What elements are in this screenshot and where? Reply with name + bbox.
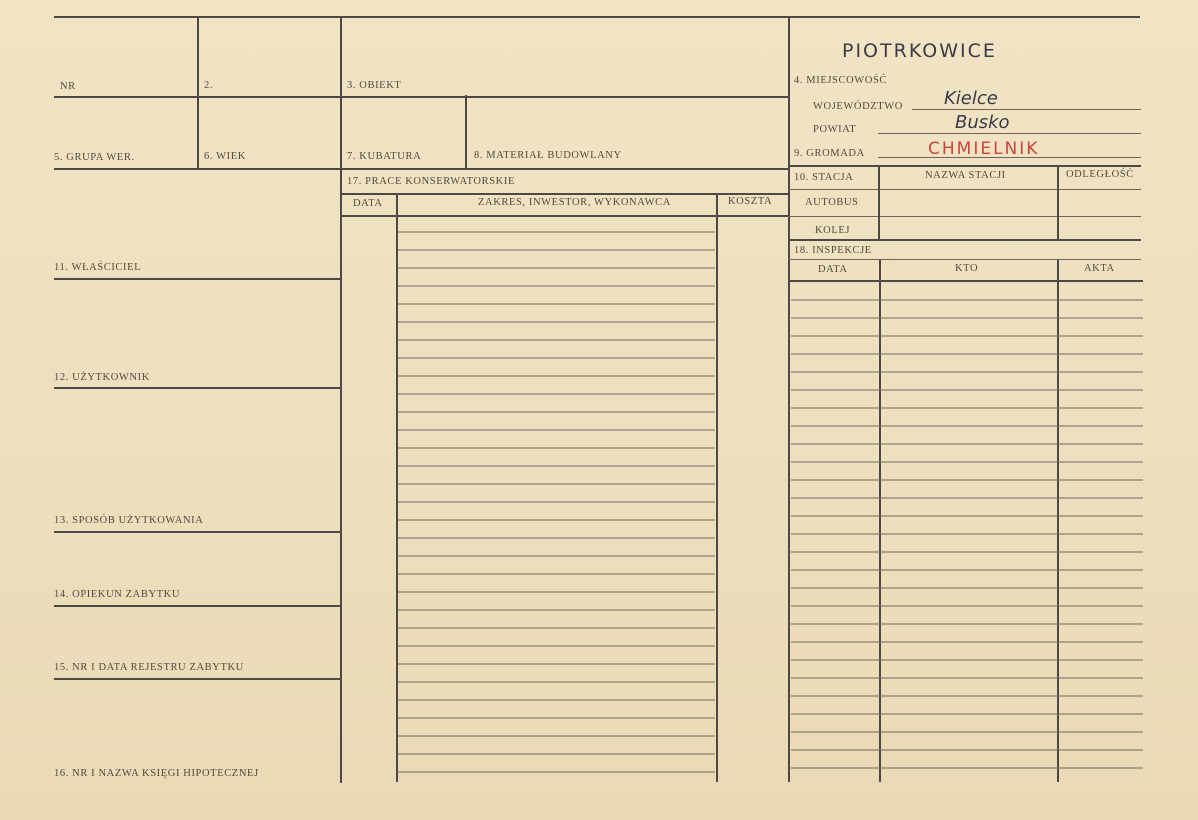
label-uzytkownik: 12. UŻYTKOWNIK <box>54 372 150 383</box>
label-rejestr-zabytku: 15. NR I DATA REJESTRU ZABYTKU <box>54 662 244 673</box>
label-stacja: 10. STACJA <box>794 172 854 183</box>
label-kolej: KOLEJ <box>815 225 851 236</box>
label-inspekcje: 18. INSPEKCJE <box>794 245 872 256</box>
label-nr: NR <box>60 81 76 92</box>
label-odleglosc: ODLEGŁOŚĆ <box>1066 169 1134 180</box>
label-kto: KTO <box>955 263 979 274</box>
label-wlasciciel: 11. WŁAŚCICIEL <box>54 262 142 273</box>
label-akta: AKTA <box>1084 263 1115 274</box>
label-prace-konserwatorskie: 17. PRACE KONSERWATORSKIE <box>347 176 515 187</box>
label-grupa-wer: 5. GRUPA WER. <box>54 152 135 163</box>
label-wojewodztwo: WOJEWÓDZTWO <box>813 101 903 112</box>
label-zakres: ZAKRES, INWESTOR, WYKONAWCA <box>478 197 671 208</box>
label-sposob-uzytkowania: 13. SPOSÓB UŻYTKOWANIA <box>54 515 204 526</box>
label-gromada: 9. GROMADA <box>794 148 865 159</box>
label-autobus: AUTOBUS <box>805 197 859 208</box>
label-kubatura: 7. KUBATURA <box>347 151 422 162</box>
label-powiat: POWIAT <box>813 124 857 135</box>
label-insp-data: DATA <box>818 264 848 275</box>
handwritten-gromada: CHMIELNIK <box>928 139 1040 159</box>
label-miejscowosc: 4. MIEJSCOWOŚĆ <box>794 75 887 86</box>
label-ksiega-hipoteczna: 16. NR I NAZWA KSIĘGI HIPOTECZNEJ <box>54 768 259 779</box>
label-obiekt: 3. OBIEKT <box>347 80 402 91</box>
label-material: 8. MATERIAŁ BUDOWLANY <box>474 150 622 161</box>
label-data: DATA <box>353 198 383 209</box>
handwritten-miejscowosc: PIOTRKOWICE <box>842 40 997 62</box>
label-nazwa-stacji: NAZWA STACJI <box>925 170 1006 181</box>
label-wiek: 6. WIEK <box>204 151 246 162</box>
label-koszta: KOSZTA <box>728 196 773 207</box>
label-opiekun-zabytku: 14. OPIEKUN ZABYTKU <box>54 589 181 600</box>
handwritten-wojewodztwo: Kielce <box>944 88 998 109</box>
handwritten-powiat: Busko <box>955 112 1010 133</box>
label-2: 2. <box>204 80 214 91</box>
